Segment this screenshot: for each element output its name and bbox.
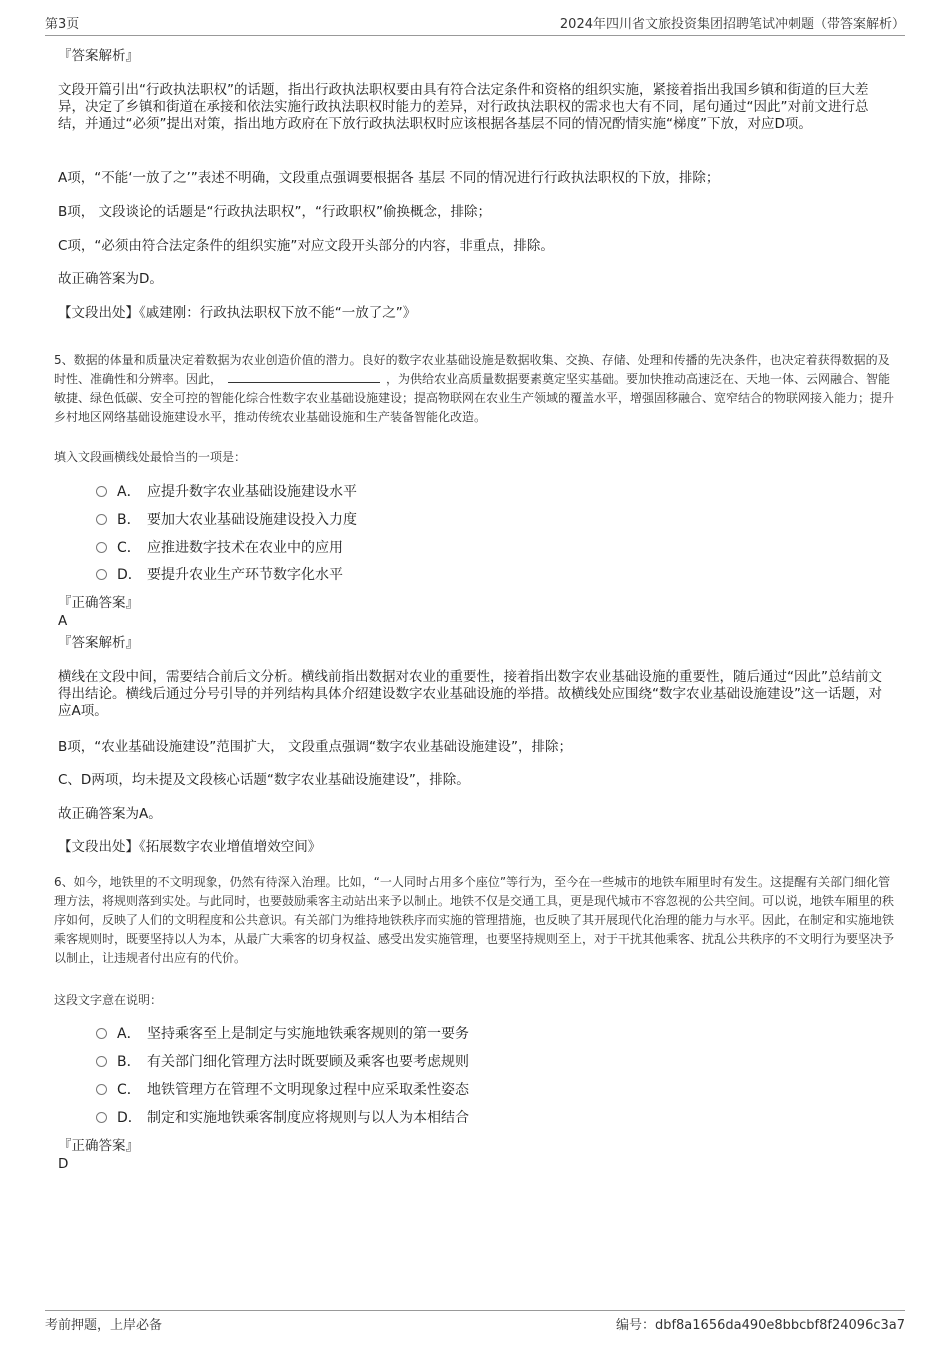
q6-answer-label: 『正确答案』 (58, 1138, 139, 1154)
page-number: 第3页 (45, 17, 80, 32)
q6-answer: D (58, 1156, 69, 1172)
q4-analysis-c: C项，“必须由符合法定条件的组织实施”对应文段开头部分的内容，非重点，排除。 (58, 238, 554, 254)
radio-icon[interactable] (96, 1028, 107, 1039)
q6-prompt: 这段文字意在说明： (54, 993, 163, 1007)
radio-icon[interactable] (96, 486, 107, 497)
radio-icon[interactable] (96, 514, 107, 525)
q4-analysis-para: 文段开篇引出“行政执法职权”的话题，指出行政执法职权要由具有符合法定条件和资格的组织实施，紧接着指出我国乡镇和街道的巨大差异，决定了乡镇和街道在承接和依法实施行政执法职权时能力的差异，对行政执法职权的需求也大有不同，尾句通过“因此”对前文进行总结，并通过“必须”提出对策，指出地方政府在下放行政执法职权时应该根据各基层不同的情况酌情实施“梯度”下放，对应D项。 (58, 82, 869, 132)
q4-analysis-a: A项，“不能‘一放了之’”表述不明确，文段重点强调要根据各 基层 不同的情况进行行政执法职权的下放，排除； (58, 170, 720, 186)
page-footer (45, 1310, 905, 1333)
q5-analysis-b: B项，“农业基础设施建设”范围扩大， 文段重点强调“数字农业基础设施建设”，排除； (58, 739, 573, 755)
q4-source: 【文段出处】《戚建刚：行政执法职权下放不能“一放了之”》 (58, 305, 417, 321)
q5-answer-label: 『正确答案』 (58, 595, 139, 611)
q6-option-a[interactable]: A． 坚持乘客至上是制定与实施地铁乘客规则的第一要务 (96, 1023, 469, 1043)
q5-analysis-cd: C、D两项，均未提及文段核心话题“数字农业基础设施建设”，排除。 (58, 772, 470, 788)
q5-source: 【文段出处】《拓展数字农业增值增效空间》 (58, 839, 322, 855)
q6-stem: 6、如今，地铁里的不文明现象，仍然有待深入治理。比如，“一人同时占用多个座位”等行为，至今在一些城市的地铁车厢里时有发生。这提醒有关部门细化管理方法，将规则落到实处。与此同时，也要鼓励乘客主动站出来予以制止。地铁不仅是交通工具，更是现代城市不容忽视的公共空间。可以说，地铁车厢里的秩序如何，反映了人们的文明程度和公共意识。有关部门为维持地铁秩序而实施的管理措施，也反映了其开展现代化治理的能力与水平。因此，在制定和实施地铁乘客规则时，既要坚持以人为本，从最广大乘客的切身权益、感受出发实施管理，也要坚持规则至上，对于干扰其他乘客、扰乱公共秩序的不文明行为要坚决予以制止，让违规者付出应有的代价。 (54, 875, 895, 965)
radio-icon[interactable] (96, 542, 107, 553)
radio-icon[interactable] (96, 1084, 107, 1095)
q5-answer: A (58, 613, 68, 629)
q5-option-c[interactable]: C． 应推进数字技术在农业中的应用 (96, 537, 343, 557)
q5-option-d[interactable]: D． 要提升农业生产环节数字化水平 (96, 564, 343, 584)
page-header (45, 12, 905, 36)
q5-analysis-para: 横线在文段中间，需要结合前后文分析。横线前指出数据对农业的重要性，接着指出数字农业基础设施的重要性，随后通过“因此”总结前文得出结论。横线后通过分号引导的并列结构具体介绍建设数字农业基础设施的举措。故横线处应围绕“数字农业基础设施建设”这一话题，对应A项。 (58, 669, 882, 719)
footer-slogan: 考前押题，上岸必备 (45, 1318, 163, 1333)
footer-serial: 编号：dbf8a1656da490e8bbcbf8f24096c3a7 (615, 1318, 905, 1333)
q5-analysis-label: 『答案解析』 (58, 635, 139, 651)
q6-option-c[interactable]: C． 地铁管理方在管理不文明现象过程中应采取柔性姿态 (96, 1079, 469, 1099)
q5-option-a[interactable]: A． 应提升数字农业基础设施建设水平 (96, 481, 357, 501)
q6-option-d[interactable]: D． 制定和实施地铁乘客制度应将规则与以人为本相结合 (96, 1107, 469, 1127)
q5-stem: 5、数据的体量和质量决定着数据为农业创造价值的潜力。良好的数字农业基础设施是数据收集、交换、存储、处理和传播的先决条件，也决定着获得数据的及时性、准确性和分辨率。因此， ，为供给农业高质量数据要素奠定坚实基础。要加快推动高速泛在、天地一体、云网融合、智能敏捷、绿色低碳、安全可控的智能化综合性数字农业基础设施建设；提高物联网在农业生产领域的覆盖水平，增强固移融合、宽窄结合的物联网接入能力；提升乡村地区网络基础设施建设水平，推动传统农业基础设施和生产装备智能化改造。 (54, 353, 895, 424)
q5-option-b[interactable]: B． 要加大农业基础设施建设投入力度 (96, 509, 357, 529)
radio-icon[interactable] (96, 1056, 107, 1067)
q5-prompt: 填入文段画横线处最恰当的一项是： (54, 450, 247, 464)
q4-analysis-b: B项， 文段谈论的话题是“行政执法职权”，“行政职权”偷换概念，排除； (58, 204, 492, 220)
radio-icon[interactable] (96, 569, 107, 580)
q6-option-b[interactable]: B． 有关部门细化管理方法时既要顾及乘客也要考虑规则 (96, 1051, 469, 1071)
q4-analysis-label: 『答案解析』 (58, 48, 139, 64)
fill-blank-line (228, 371, 380, 383)
q4-conclusion: 故正确答案为D。 (58, 271, 163, 287)
document-title: 2024年四川省文旅投资集团招聘笔试冲刺题（带答案解析） (559, 17, 905, 32)
radio-icon[interactable] (96, 1112, 107, 1123)
q5-conclusion: 故正确答案为A。 (58, 806, 162, 822)
